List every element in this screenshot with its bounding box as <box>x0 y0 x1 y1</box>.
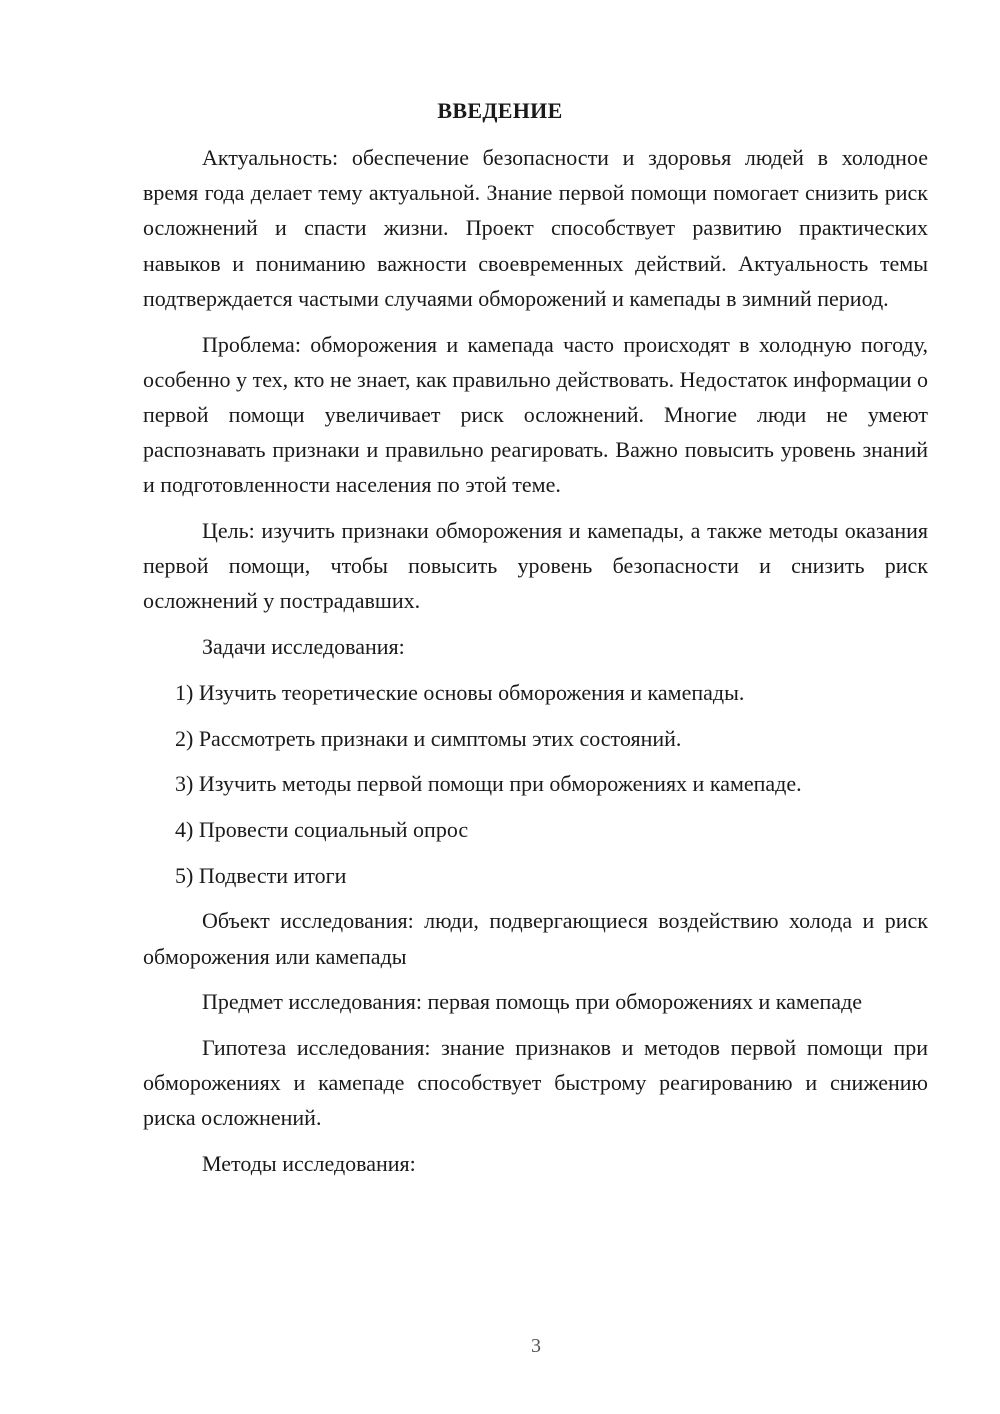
task-item: 1) Изучить теоретические основы обморожения и камепады. <box>175 679 745 705</box>
object-paragraph: Объект исследования: люди, подвергающиеся воздействию холода и риск обморожения или камепады <box>143 908 928 969</box>
subject-paragraph: Предмет исследования: первая помощь при обморожениях и камепаде <box>202 989 863 1015</box>
page-number: 3 <box>531 1335 541 1357</box>
hypothesis-paragraph: Гипотеза исследования: знание признаков и методов первой помощи при обморожениях и камепаде способствует быстрому реагированию и снижению риска осложнений. <box>143 1034 928 1131</box>
tasks-list <box>143 675 928 893</box>
relevance-paragraph: Актуальность: обеспечение безопасности и здоровья людей в холодное время года делает тему актуальной. Знание первой помощи помогает снизить риск осложнений и спасти жизни. Проект способствует развитию практических навыков и пониманию важности своевременных действий. Актуальность темы подтверждается частыми случаями обморожений и камепады в зимний период. <box>143 145 928 311</box>
page-title: ВВЕДЕНИЕ <box>437 98 563 123</box>
task-item: 5) Подвести итоги <box>175 862 347 888</box>
goal-paragraph: Цель: изучить признаки обморожения и камепады, а также методы оказания первой помощи, чтобы повысить уровень безопасности и снизить риск осложнений у пострадавших. <box>143 518 928 614</box>
tasks-heading: Задачи исследования: <box>202 634 405 660</box>
task-item: 2) Рассмотреть признаки и симптомы этих состояний. <box>175 725 682 751</box>
methods-heading: Методы исследования: <box>202 1151 416 1177</box>
task-item: 4) Провести социальный опрос <box>175 816 469 842</box>
document-body <box>143 140 928 1192</box>
task-item: 3) Изучить методы первой помощи при обморожениях и камепаде. <box>175 771 802 797</box>
problem-paragraph: Проблема: обморожения и камепада часто происходят в холодную погоду, особенно у тех, кто не знает, как правильно действовать. Недостаток информации о первой помощи увеличивает риск осложнений. Многие люди не умеют распознавать признаки и правильно реагировать. Важно повысить уровень знаний и подготовленности населения по этой теме. <box>143 331 928 498</box>
